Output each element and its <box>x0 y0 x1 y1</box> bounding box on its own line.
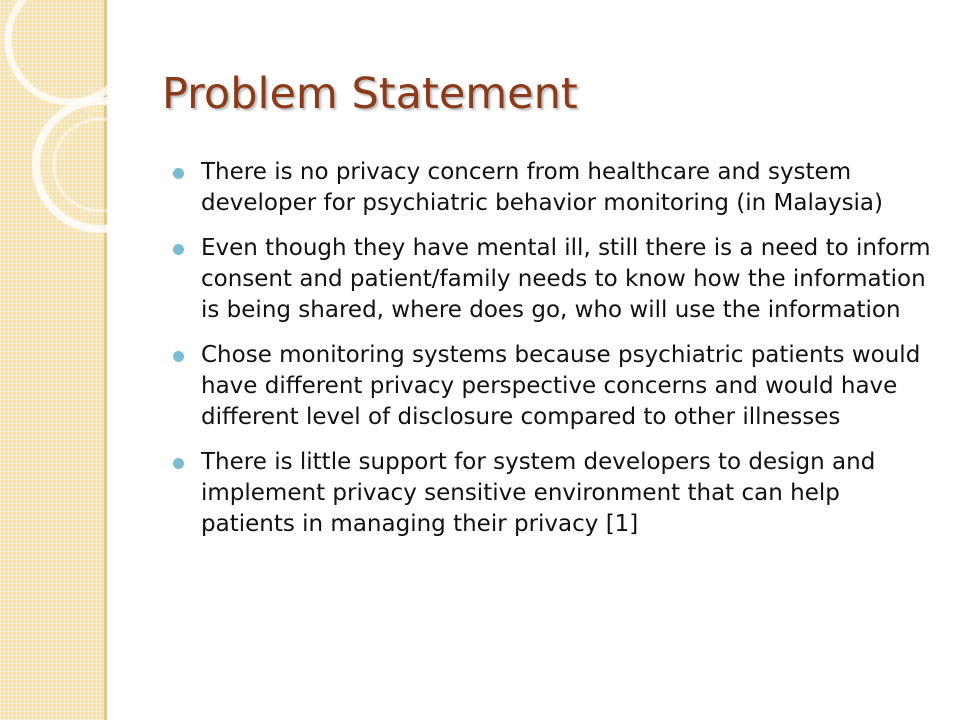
bullet-dot-icon <box>173 351 184 362</box>
decorative-rings-icon <box>0 0 140 720</box>
bullet-dot-icon <box>173 458 184 469</box>
bullet-text: Chose monitoring systems because psychiatric patients would have different privacy perspective concerns and would have different level of disclosure compared to other illnesses <box>201 342 921 430</box>
bullet-item <box>201 157 936 219</box>
bullet-text: There is no privacy concern from healthcare and system developer for psychiatric behavior monitoring (in Malaysia) <box>201 159 884 216</box>
slide-title: Problem Statement <box>162 69 578 119</box>
bullet-dot-icon <box>173 168 184 179</box>
bullet-dot-icon <box>173 244 184 255</box>
bullet-item <box>201 340 936 433</box>
bullet-item <box>201 447 936 540</box>
bullet-list <box>201 157 936 554</box>
bullet-text: Even though they have mental ill, still there is a need to inform consent and patient/family needs to know how the information is being shared, where does go, who will use the information <box>201 235 931 323</box>
bullet-item <box>201 233 936 326</box>
bullet-text: There is little support for system developers to design and implement privacy sensitive environment that can help patients in managing their privacy [1] <box>201 449 876 537</box>
